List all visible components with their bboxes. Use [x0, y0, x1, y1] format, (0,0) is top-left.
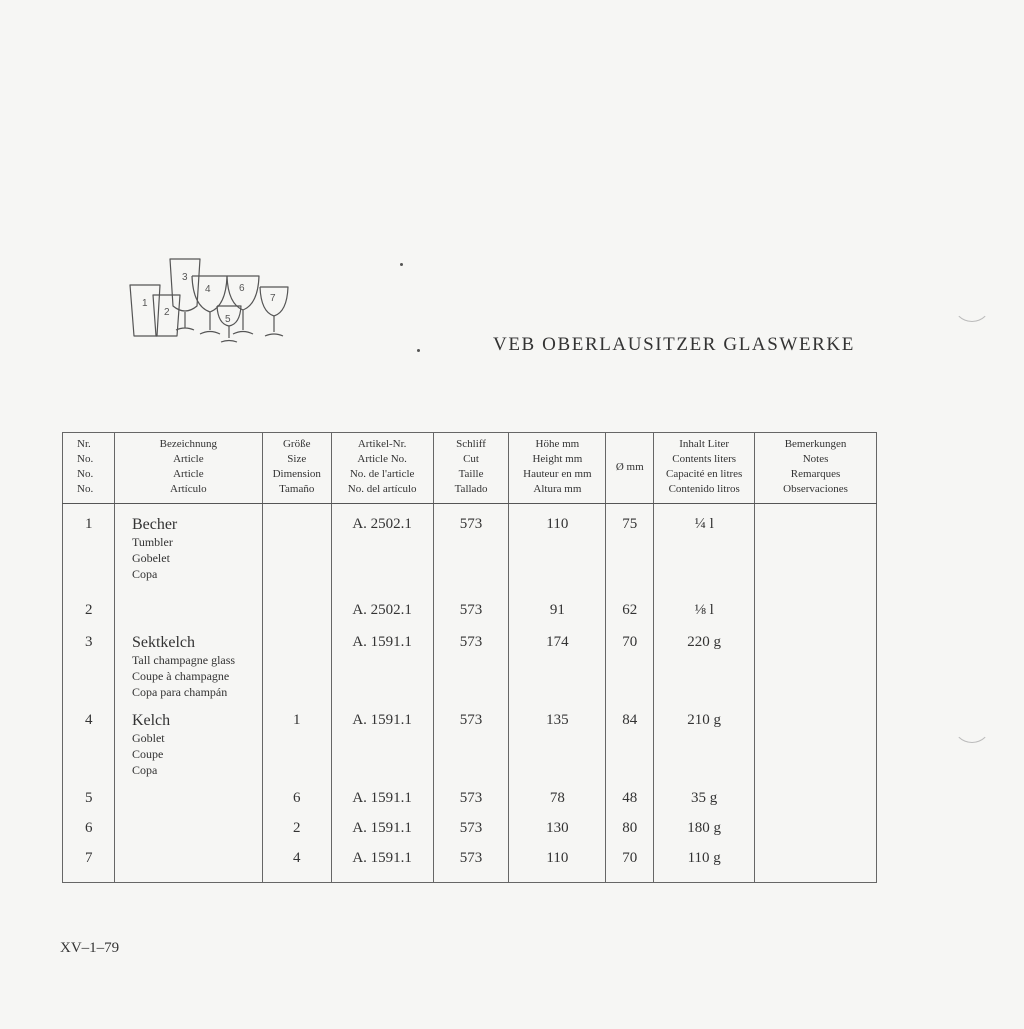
cell-nr: 2 [63, 592, 115, 624]
header-name: Bezeichnung Article Article Artículo [114, 433, 262, 504]
cell-article-no: A. 1591.1 [331, 810, 433, 840]
article-translation: Gobelet [131, 551, 170, 565]
cell-article-no: A. 2502.1 [331, 504, 433, 593]
logo-number: 3 [182, 272, 188, 283]
glassware-logo [126, 254, 296, 349]
cell-content: 210 g [654, 704, 755, 780]
header-cut: Schliff Cut Taille Tallado [433, 433, 509, 504]
cell-diameter: 70 [606, 840, 654, 883]
header-height: Höhe mm Height mm Hauteur en mm Altura mm [509, 433, 606, 504]
cell-name [114, 704, 262, 780]
cell-content: 220 g [654, 624, 755, 704]
article-translation: Copa [131, 763, 158, 777]
cell-nr: 5 [63, 780, 115, 810]
logo-number: 7 [270, 293, 276, 304]
header-diameter: Ø mm [606, 433, 654, 504]
article-name: Sektkelch [131, 634, 196, 651]
cell-notes [755, 704, 877, 780]
cell-article-no: A. 1591.1 [331, 704, 433, 780]
article-translation: Tall champagne glass [131, 653, 236, 667]
cell-diameter: 80 [606, 810, 654, 840]
article-name: Becher [131, 516, 178, 533]
cell-diameter: 84 [606, 704, 654, 780]
cell-cut: 573 [433, 840, 509, 883]
cell-height: 130 [509, 810, 606, 840]
article-translation: Copa para champán [131, 685, 228, 699]
table-row [63, 704, 877, 780]
cell-notes [755, 592, 877, 624]
cell-content: 180 g [654, 810, 755, 840]
cell-name [114, 810, 262, 840]
cell-cut: 573 [433, 704, 509, 780]
table-row [63, 504, 877, 593]
header-nr: Nr. No. No. No. [63, 433, 115, 504]
header-article-no: Artikel-Nr. Article No. No. de l'article No. del artículo [331, 433, 433, 504]
cell-cut: 573 [433, 780, 509, 810]
cell-name [114, 504, 262, 593]
speck [400, 263, 403, 266]
cell-article-no: A. 1591.1 [331, 840, 433, 883]
cell-height: 174 [509, 624, 606, 704]
cell-content: ⅛ l [654, 592, 755, 624]
cell-name [114, 840, 262, 883]
cell-size [262, 504, 331, 593]
cell-nr: 1 [63, 504, 115, 593]
logo-number: 4 [205, 284, 211, 295]
cell-size [262, 624, 331, 704]
cell-notes [755, 780, 877, 810]
cell-cut: 573 [433, 592, 509, 624]
cell-height: 78 [509, 780, 606, 810]
article-translation: Tumbler [131, 535, 173, 549]
cell-size [262, 592, 331, 624]
cell-size: 6 [262, 780, 331, 810]
cell-article-no: A. 2502.1 [331, 592, 433, 624]
logo-number: 1 [142, 298, 148, 309]
logo-number: 6 [239, 283, 245, 294]
cell-height: 110 [509, 504, 606, 593]
cell-height: 135 [509, 704, 606, 780]
cell-notes [755, 504, 877, 593]
cell-diameter: 70 [606, 624, 654, 704]
logo-number: 5 [225, 314, 231, 325]
cell-diameter: 62 [606, 592, 654, 624]
article-name: Kelch [131, 712, 171, 729]
header-notes: Bemerkungen Notes Remarques Observaciones [755, 433, 877, 504]
speck [417, 349, 420, 352]
table-row [63, 780, 877, 810]
cell-notes [755, 810, 877, 840]
article-translation: Copa [131, 567, 158, 581]
cell-nr: 7 [63, 840, 115, 883]
cell-cut: 573 [433, 624, 509, 704]
cell-size: 2 [262, 810, 331, 840]
cell-notes [755, 840, 877, 883]
cell-name [114, 624, 262, 704]
cell-height: 110 [509, 840, 606, 883]
cell-nr: 4 [63, 704, 115, 780]
table-row [63, 592, 877, 624]
product-table [62, 432, 877, 883]
company-name: VEB OBERLAUSITZER GLASWERKE [493, 334, 855, 355]
cell-cut: 573 [433, 810, 509, 840]
cell-article-no: A. 1591.1 [331, 624, 433, 704]
cell-height: 91 [509, 592, 606, 624]
header-size: Größe Size Dimension Tamaño [262, 433, 331, 504]
cell-content: 110 g [654, 840, 755, 883]
cell-name [114, 780, 262, 810]
cell-name [114, 592, 262, 624]
logo-number: 2 [164, 307, 170, 318]
cell-size: 1 [262, 704, 331, 780]
article-translation: Goblet [131, 731, 165, 745]
cell-content: ¼ l [654, 504, 755, 593]
table-header-row [63, 433, 877, 504]
cell-content: 35 g [654, 780, 755, 810]
cell-diameter: 48 [606, 780, 654, 810]
cell-article-no: A. 1591.1 [331, 780, 433, 810]
cell-nr: 6 [63, 810, 115, 840]
table-row [63, 624, 877, 704]
article-translation: Coupe à champagne [131, 669, 230, 683]
cell-size: 4 [262, 840, 331, 883]
table-row [63, 810, 877, 840]
cell-nr: 3 [63, 624, 115, 704]
article-translation: Coupe [131, 747, 164, 761]
cell-diameter: 75 [606, 504, 654, 593]
punch-hole-mark [953, 285, 991, 322]
table-row [63, 840, 877, 883]
punch-hole-mark [953, 706, 991, 743]
header-content: Inhalt Liter Contents liters Capacité en litres Contenido litros [654, 433, 755, 504]
page-code: XV–1–79 [60, 940, 120, 956]
cell-notes [755, 624, 877, 704]
cell-cut: 573 [433, 504, 509, 593]
